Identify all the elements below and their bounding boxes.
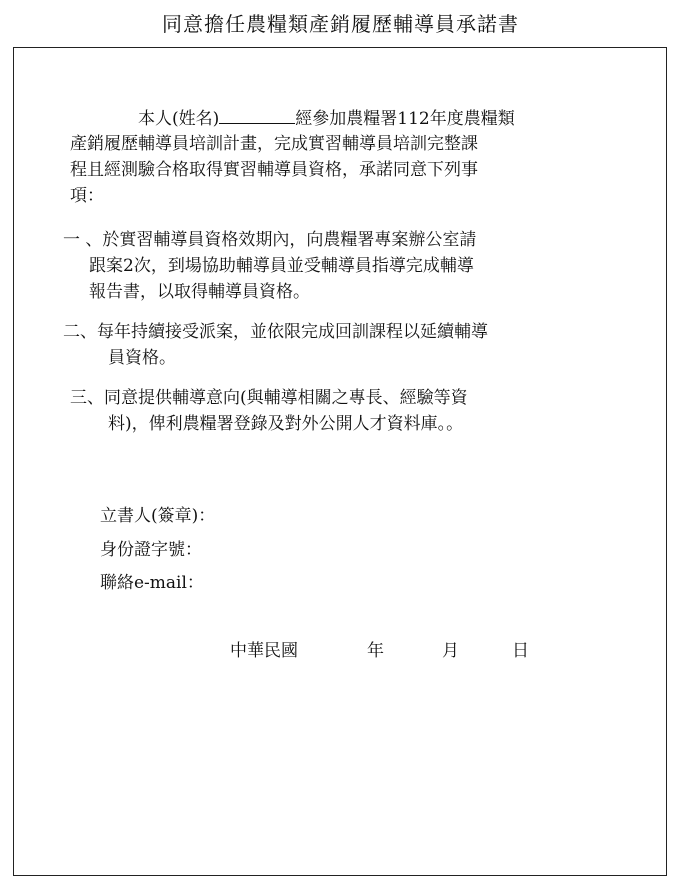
document-title: 同意擔任農糧類產銷履歷輔導員承諾書 (162, 12, 519, 36)
email-label: 聯絡e-mail： (100, 573, 204, 593)
id-number-label: 身份證字號： (100, 540, 202, 560)
item-1-line-2: 跟案2次，到場協助輔導員並受輔導員指導完成輔導 (89, 256, 474, 276)
intro-line-1 (138, 106, 515, 132)
intro-line-4: 項： (70, 186, 104, 206)
date-month: 月 (442, 641, 459, 661)
item-3-line-1: 三、同意提供輔導意向(與輔導相關之專長、經驗等資 (70, 388, 468, 408)
item-1-line-1: 一 、於實習輔導員資格效期內，向農糧署專案辦公室請 (63, 230, 477, 250)
date-day: 日 (512, 641, 529, 661)
item-1-line-3: 報告書，以取得輔導員資格。 (89, 282, 310, 302)
intro-line-3: 程且經測驗合格取得實習輔導員資格，承諾同意下列事 (70, 160, 478, 180)
date-era: 中華民國 (230, 641, 298, 661)
intro-line-1-text: 經參加農糧署112年度農糧類 (295, 109, 515, 129)
name-blank (219, 106, 295, 124)
item-3-line-2: 料)，俾利農糧署登錄及對外公開人才資料庫。。 (108, 414, 464, 434)
signer-label: 立書人(簽章)： (100, 506, 216, 526)
date-year: 年 (367, 641, 384, 661)
item-2-line-2: 員資格。 (108, 348, 176, 368)
intro-name-label: 本人(姓名) (138, 109, 220, 129)
item-2-line-1: 二、每年持續接受派案，並依限完成回訓課程以延續輔導 (63, 322, 488, 342)
intro-line-2: 產銷履歷輔導員培訓計畫，完成實習輔導員培訓完整課 (70, 134, 478, 154)
